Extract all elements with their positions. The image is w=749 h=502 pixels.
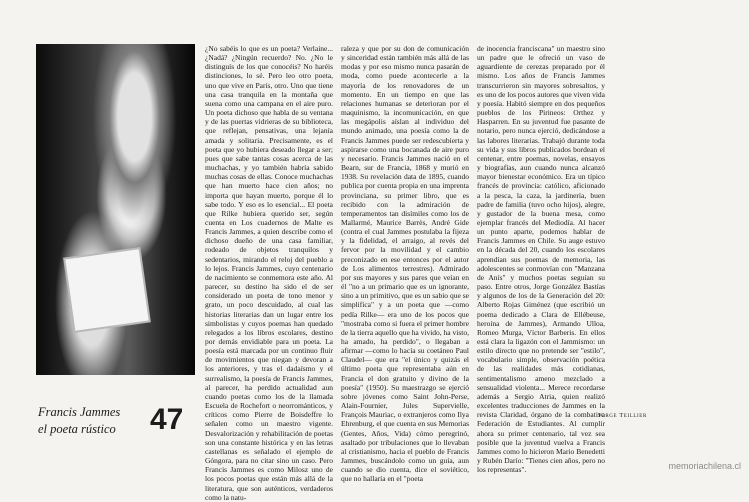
page-number: 47 [150,403,184,436]
title-line-1: Francis Jammes [38,405,121,419]
column-3-text: de inocencia franciscana" un maestro sino un padre que le ofreció un vaso de aguardiente de cerezas preparado por él mismo. Los años de Francis Jammes transcurrieron sin mayores sobresaltos, y es uno de los pocos autores que viven vida y poesía. Habitó siempre en dos pequeños pueblos de los Pirineos: Orthez y Hasparren. En su juventud fue pasante de notario, pero nunca ejerció, dedicándose a las labores literarias. Trabajó durante toda su vida y sus libros publicados bordean el centenar, entre poemas, novelas, ensayos y biografías, aun cuando nunca alcanzó mayor bienestar económico. Era un típico francés de provincia: católico, aficionado a la pesca, la caza, la jardinería, buen padre de familia (tuvo ocho hijos), alegre, y gustador de la buena mesa, como ejemplar francés del Mediodía. Al hacer un punto aparte, podemos hablar de Francis Jammes en Chile. Su auge estuvo en la década del 20, cuando los escolares aprendían sus poemas de memoria, las adolescentes se conmovían con "Manzana de Anís" y muchos poetas seguían su paso. Entre otros, Jorge González Bastías y algunos de los de la Generación del 20: Alberto Rojas Giménez (que escribió un poema dedicado a Clara de Ellébeuse, heroína de Jammes), Armando Ulloa, Romeo Murga, Víctor Barberis. En ellos está clara la ligazón con el Jammismo: un estilo directo que no pretende ser "estilo", vocabulario simple, observación poética de las realidades más cotidianas, sentimentalismo ameno mezclado a sensualidad violenta... Merece recordarse además a Sergio Atria, quien realizó excelentes traducciones de Jammes en la revista Claridad, órgano de la combativa Federación de Estudiantes. Al cumplir ahora su primer centenario, tal vez sea posible que la juventud vuelva a Francis Jammes como lo hicieron Mario Benedetti y Rubén Darío: "Tienes cien años, pero no los representas". [477,44,605,475]
article-title [38,404,148,438]
column-2-text: raleza y que por su don de comunicación y sinceridad están también más allá de las modas y por eso mismo nunca pasarán de moda, como puede acontecerle a la mayoría de los renovadores de un momento. En un tiempo en que las relaciones humanas se deterioran por el maquinismo, la incomunicación, en que las megápolis aíslan al individuo del mundo animado, una poesía como la de Francis Jammes puede ser redescubierta y aspirarse como una bocanada de aire puro y necesario. Francis Jammes nació en el Bearn, sur de Francia, 1868 y murió en 1938. Su revelación data de 1895, cuando publica por cuenta propia en una imprenta provinciana, su primer libro, que es recibido con la admiración de temperamentos tan disímiles como los de Mallarmé, Maurice Barrès, André Gide (contra el cual Jammes postulaba la fijeza y la fidelidad, el arraigo, al revés del fervor por la movilidad y el cambio preconizado en ese entonces por el autor de Los alimentos terrestres). Admirado por sus mayores y sus pares que veían en él "no a un primario que es un ignorante, sino a un primitivo, que es un sabio que se simplifica" y a un poeta que —como pedía Rilke— era uno de los pocos que "mostraba como si fuera el primer hombre de la tierra aquello que ha vivido, ha visto, ha amado, ha perdido", o llegaban a afirmar —como lo hacía su coetáneo Paul Claudel— que era "el único y quizás el último poeta que representaba aún en Francia el don gratuito y divino de la poesía" (1950). Su maestrazgo se ejerció sobre jóvenes como Saint John-Perse, Alain-Fournier, Jules Supervielle, François Mauriac, o extranjeros como Ilya Ehrenburg, el que cuenta en sus Memorias (Gentes, Años, Vida) cómo peregrinó, asaltado por tribulaciones que lo llevaban al cristianismo, hacia el pueblo de Francis Jammes, buscándolo como un guía, aun cuando se dio cuenta, dice el soviético, que no hallaría en el "poeta [341,44,469,484]
watermark: memoriachilena.cl [668,461,741,471]
poet-photo [36,44,195,375]
title-line-2: el poeta rústico [38,422,116,436]
article-column-1 [205,44,333,502]
article-column-2 [341,44,469,484]
column-1-text: ¿No sabéis lo que es un poeta? Verlaine... ¿Nadá? ¿Ningún recuerdo? No. ¿No le distinguís de los que conocéis? No haréis distinciones, lo sé. Pero leo otro poeta, uno que vive en París, otro. Uno que tiene una casa tranquila en la montaña que suena como una campana en el aire puro. Un poeta dichoso que habla de su ventana y de las puertas vidrieras de su biblioteca, que reflejan, pensativas, una lejanía amada y solitaria. Precisamente, es el poeta que yo hubiera deseado llegar a ser; pues que sabe tantas cosas acerca de las muchachas, y yo también habría sabido muchas cosas de ellas. Conoce muchachas que han muerto hace cien años; no importa que hayan muerto, porque él lo sabe todo. Y eso es lo esencial... El poeta que Rilke hubiera querido ser, según cuenta en Los cuadernos de Malte es Francis Jammes, a quien describe como el dichoso dueño de una casa familiar, rodeado de objetos tranquilos y sedentarios, mirando el reloj del pueblo a lo lejos. Francis Jammes, cuyo centenario de nacimiento se conmemora este año. Al parecer, su destino ha sido el de ser considerado un poeta de tono menor y grato, un poco descuidado, al cual las historias literarias dan un lugar entre los simbolistas y cuyos poemas han quedado relegados a los libros escolares, destino por demás envidiable para un poeta. La poesía está marcada por un continuo fluir de movimientos que niegan y devoran a los anteriores, y tras el dadaísmo y el surrealismo, la poesía de Francis Jammes, al parecer, ha perdido actualidad aun cuando poetas como los de la llamada Escuela de Rochefort o neorrománticos, y críticos como Pierre de Boisdeffre lo señalen como un maestro vigente. Desvalorización y rehabilitación de poetas son una constante histórica y en las letras castellanas es señalado el ejemplo de Góngora, para no citar sino un caso. Pero Francis Jammes es como Milosz uno de los pocos poetas que están más allá de la literatura, que son auténticos, verdaderos como la natu- [205,44,333,502]
author-signature: Jorge Teillier [598,412,647,419]
article-column-3 [477,44,605,475]
